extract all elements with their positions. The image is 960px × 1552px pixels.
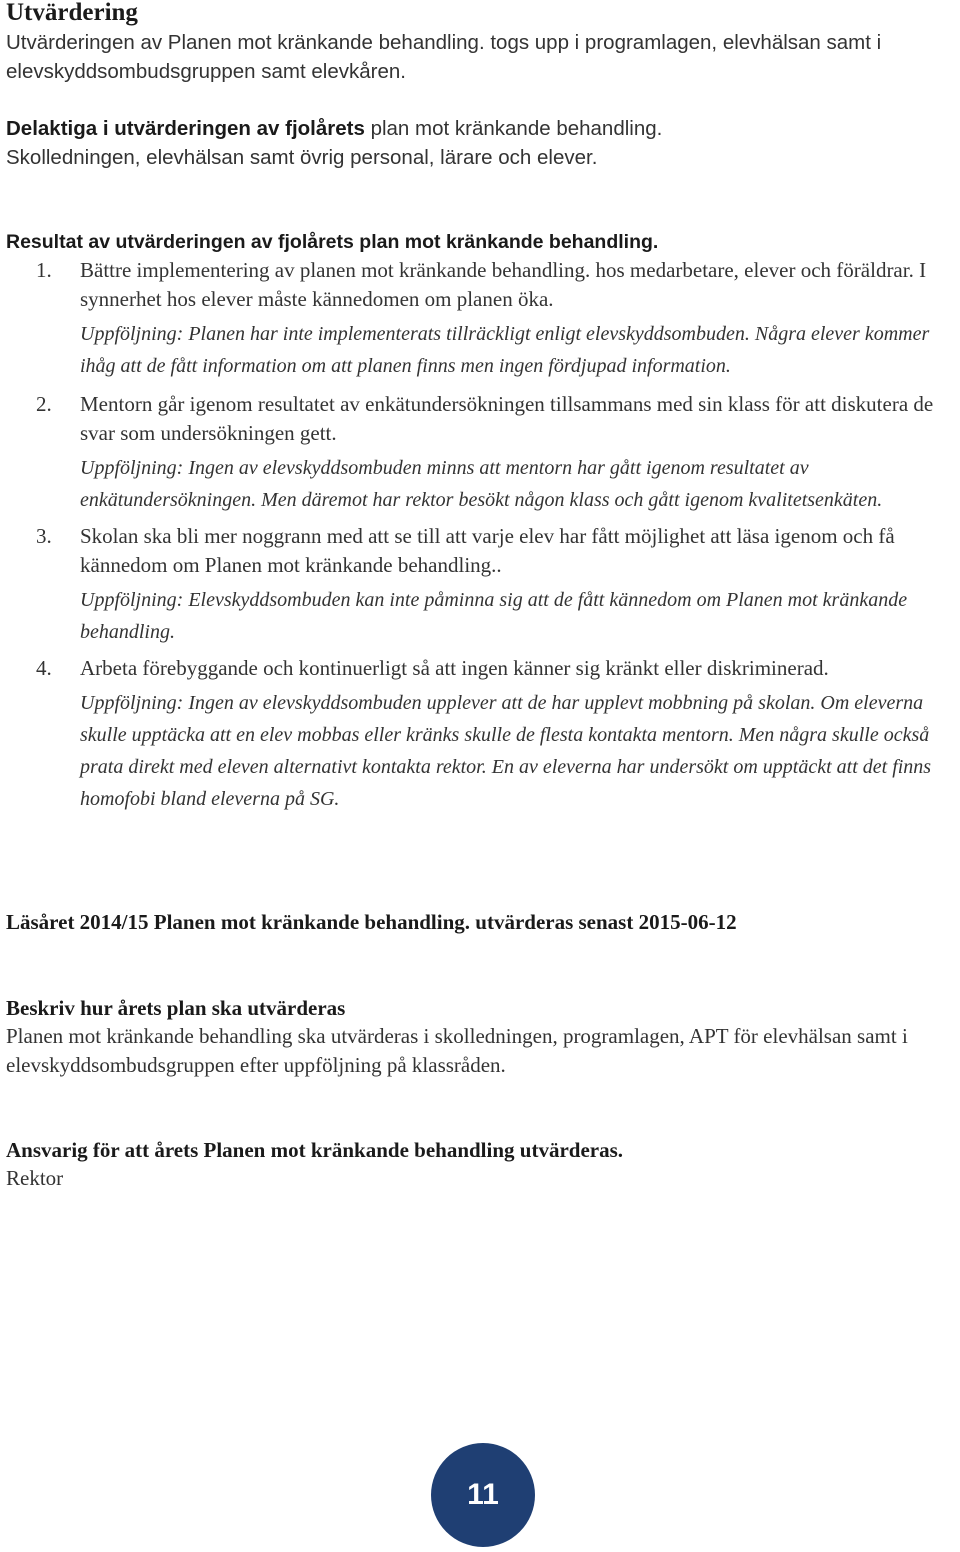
describe-heading: Beskriv hur årets plan ska utvärderas [6, 996, 346, 1020]
result-followup: Uppföljning: Ingen av elevskyddsombuden minns att mentorn har gått igenom resultatet av enkätundersökningen. Men däremot har rektor besökt någon klass och gått igenom kvalitetsenkäten. [80, 457, 883, 511]
result-followup: Uppföljning: Planen har inte implementerats tillräckligt enligt elevskyddsombuden. Några elever kommer ihåg att de fått information om att planen finns men ingen fördjupad information. [80, 323, 930, 377]
result-item [36, 256, 956, 382]
result-number: 1. [36, 258, 52, 282]
school-year-heading: Läsåret 2014/15 Planen mot kränkande behandling. utvärderas senast 2015-06-12 [6, 910, 737, 934]
responsible-section [6, 1136, 954, 1193]
participants-paragraph [6, 114, 954, 172]
participants-lead: Delaktiga i utvärderingen av fjolårets [6, 117, 365, 140]
result-followup: Uppföljning: Elevskyddsombuden kan inte påminna sig att de fått kännedom om Planen mot kränkande behandling. [80, 589, 908, 643]
describe-text: Planen mot kränkande behandling ska utvärderas i skolledningen, programlagen, APT för elevhälsan samt i elevskyddsombudsgruppen efter uppföljning på klassråden. [6, 1024, 908, 1077]
result-item [36, 522, 956, 648]
result-text: Skolan ska bli mer noggrann med att se till att varje elev har fått möjlighet att läsa igenom och få kännedom om Planen mot kränkande behandling.. [80, 524, 895, 577]
page-number-badge: 11 [431, 1443, 535, 1547]
participants-lead-rest: plan mot kränkande behandling. [364, 117, 663, 140]
result-item [36, 654, 956, 815]
section-title: Utvärdering [6, 0, 138, 26]
result-text: Mentorn går igenom resultatet av enkätundersökningen tillsammans med sin klass för att diskutera de svar som undersökningen gett. [80, 392, 934, 445]
responsible-text: Rektor [6, 1166, 64, 1190]
result-item [36, 390, 956, 516]
result-text: Arbeta förebyggande och kontinuerligt så att ingen känner sig kränkt eller diskriminerad. [80, 656, 829, 680]
result-number: 3. [36, 524, 52, 548]
results-heading: Resultat av utvärderingen av fjolårets plan mot kränkande behandling. [6, 231, 659, 253]
results-list [36, 256, 956, 815]
result-followup: Uppföljning: Ingen av elevskyddsombuden upplever att de har upplevt mobbning på skolan. Om eleverna skulle upptäcka att en elev mobbas eller kränks skulle de flesta kontakta mentorn. Men några skulle också prata direkt med eleven alternativt kontakta rektor. En av eleverna har undersökt om upptäckt att det finns homofobi bland eleverna på SG. [80, 692, 932, 810]
result-number: 4. [36, 656, 52, 680]
participants-text: Skolledningen, elevhälsan samt övrig personal, lärare och elever. [6, 146, 598, 169]
result-text: Bättre implementering av planen mot kränkande behandling. hos medarbetare, elever och föräldrar. I synnerhet hos elever måste kännedomen om planen öka. [80, 258, 927, 311]
describe-section [6, 994, 954, 1080]
result-number: 2. [36, 392, 52, 416]
intro-paragraph: Utvärderingen av Planen mot kränkande behandling. togs upp i programlagen, elevhälsan samt i elevskyddsombudsgruppen samt elevkåren. [6, 31, 882, 83]
responsible-heading: Ansvarig för att årets Planen mot kränkande behandling utvärderas. [6, 1138, 624, 1162]
